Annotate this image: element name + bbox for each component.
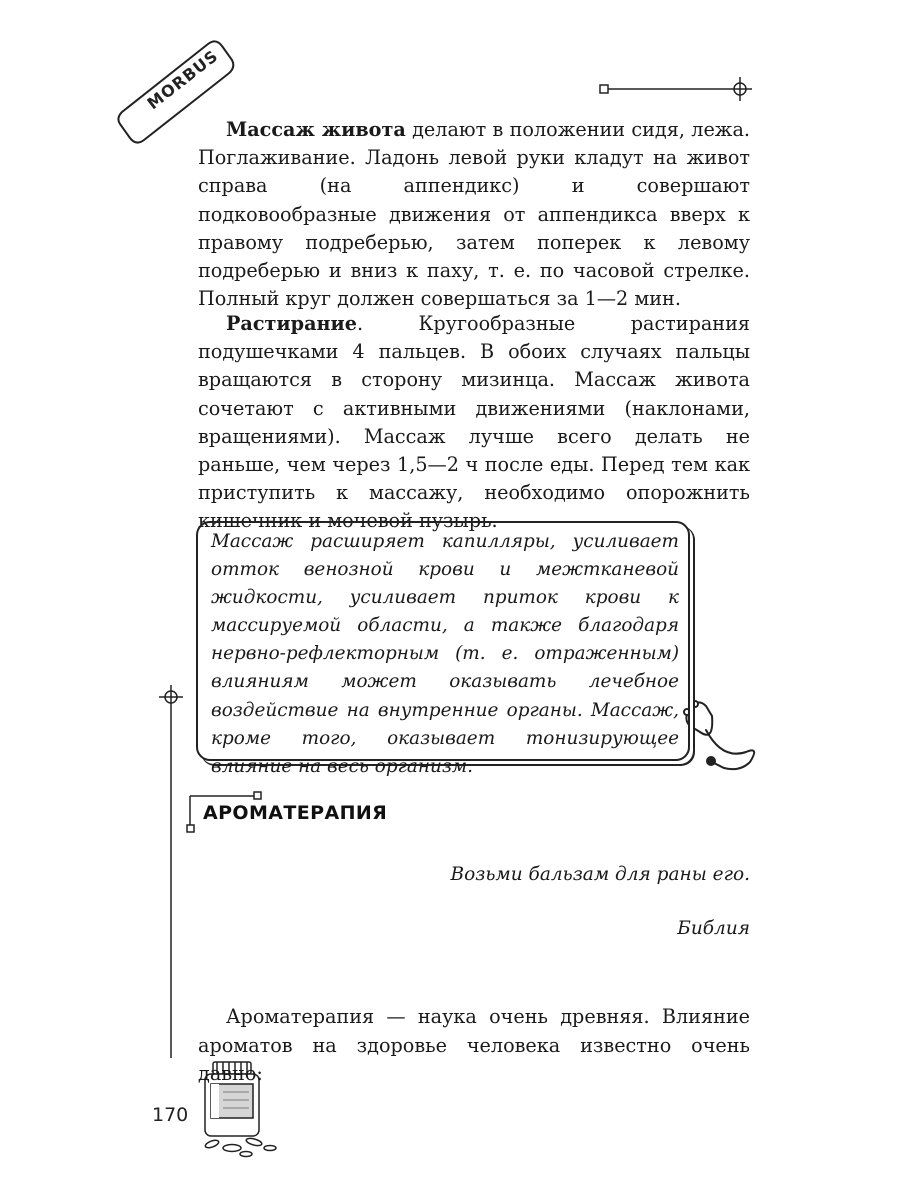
series-label: MORBUS	[143, 46, 222, 114]
crosshair-icon	[159, 685, 183, 709]
paragraph-lead: Растирание	[226, 312, 357, 335]
page-number: 170	[152, 1104, 189, 1126]
paragraph-abdomen-massage	[198, 116, 750, 313]
stethoscope-icon	[684, 701, 754, 769]
epigraph-source: Библия	[677, 918, 750, 939]
paragraph-body: делают в положении сидя, лежа. Поглаживание. Ладонь левой руки кладут на живот справа (на аппендикс) и совершают подковообразные движения от аппендикса вверх к правому подреберью, затем поперек к левому подреберью и вниз к паху, т. е. по часовой стрелке. Полный круг должен совершаться за 1—2 мин.	[198, 118, 750, 311]
epigraph-quote: Возьми бальзам для раны его.	[450, 864, 750, 885]
paragraph-rubbing	[198, 310, 750, 536]
paragraph-lead: Массаж живота	[226, 118, 406, 141]
paragraph-body: . Кругообразные растирания подушечками 4 пальцев. В обоих случаях пальцы вращаются в сторону мизинца. Массаж живота сочетают с активными движениями (наклонами, вращениями). Массаж лучше всего делать не раньше, чем через 1,5—2 ч после еды. Перед тем как приступить к массажу, необходимо опорожнить кишечник и мочевой пузырь.	[198, 312, 750, 533]
crosshair-icon	[728, 77, 752, 101]
paragraph-aromatherapy-intro: Ароматерапия — наука очень древняя. Влияние ароматов на здоровье человека известно очень давно:	[198, 1005, 750, 1086]
callout-text: Массаж расширяет капилляры, усиливает отток венозной крови и межтканевой жидкости, усиливает приток крови к массируемой области, а также благодаря нервно-рефлекторным (т. е. отраженным) влияниям может оказывать лечебное воздействие на внутренние органы. Массаж, кроме того, оказывает тонизирующее влияние на весь организм.	[211, 531, 679, 777]
section-heading: АРОМАТЕРАПИЯ	[203, 802, 388, 824]
top-rule	[600, 85, 728, 93]
